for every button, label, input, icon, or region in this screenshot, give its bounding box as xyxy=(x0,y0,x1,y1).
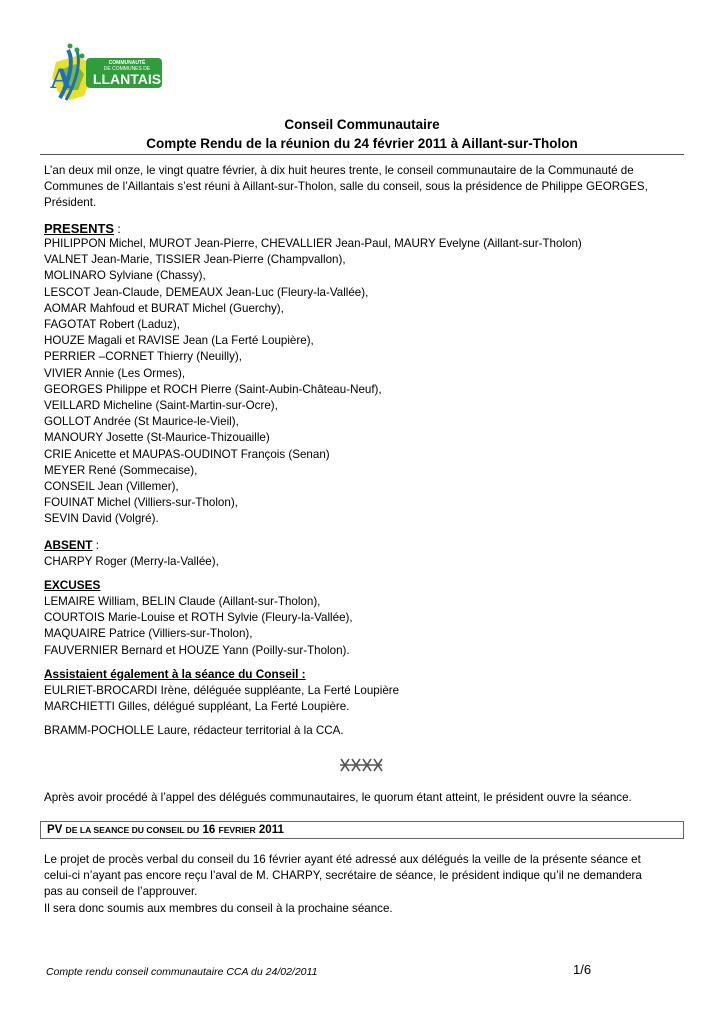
list-item: CRIE Anicette et MAUPAS-OUDINOT François (Senan) xyxy=(44,447,330,461)
list-item: MANOURY Josette (St-Maurice-Thizouaille) xyxy=(44,431,270,445)
absent-heading xyxy=(44,538,99,552)
cca-logo xyxy=(46,40,164,116)
list-item: VEILLARD Micheline (Saint-Martin-sur-Ocre), xyxy=(44,399,278,413)
presents-heading-text: PRESENTS xyxy=(44,221,115,236)
list-item: GEORGES Philippe et ROCH Pierre (Saint-Aubin-Château-Neuf), xyxy=(44,382,382,396)
quorum-paragraph: Après avoir procédé à l’appel des délégués communautaires, le quorum étant atteint, le président ouvre la séance. xyxy=(44,791,632,804)
pv-heading-month: FEVRIER xyxy=(218,825,256,835)
list-item: MAQUAIRE Patrice (Villiers-sur-Tholon), xyxy=(44,627,253,641)
excuses-list xyxy=(44,594,684,659)
absent-heading-text: ABSENT xyxy=(44,538,93,552)
list-item: FAUVERNIER Bernard et HOUZE Yann (Poilly-sur-Tholon). xyxy=(44,643,350,657)
list-item: VIVIER Annie (Les Ormes), xyxy=(44,366,186,380)
absent-heading-suffix: : xyxy=(92,538,100,552)
pv-heading-year: 2011 xyxy=(258,824,284,836)
pv-line: Le projet de procès verbal du conseil du 16 février ayant été adressé aux délégués la veille de la présente séance et xyxy=(44,853,641,866)
assistaient-heading xyxy=(44,667,306,681)
pv-line: celui-ci n’ayant pas encore reçu l’aval de M. CHARPY, secrétaire de séance, le président indique qu’il ne demandera xyxy=(44,869,642,883)
list-item: HOUZE Magali et RAVISE Jean (La Ferté Loupière), xyxy=(44,334,314,348)
document-title: Conseil Communautaire xyxy=(284,117,440,132)
presents-list xyxy=(44,236,684,528)
list-item: MOLINARO Sylviane (Chassy), xyxy=(44,269,206,283)
ornament-divider xyxy=(338,756,384,774)
logo-line3: LLANTAIS xyxy=(92,71,162,87)
ornament-icon xyxy=(338,756,384,774)
list-item: COURTOIS Marie-Louise et ROTH Sylvie (Fleury-la-Vallée), xyxy=(44,611,353,625)
logo-line2: DE COMMUNES DE xyxy=(103,66,151,72)
assistaient-list xyxy=(44,683,684,715)
document-subtitle: Compte Rendu de la réunion du 24 février 2011 à Aillant-sur-Tholon xyxy=(146,136,578,151)
list-item: FAGOTAT Robert (Laduz), xyxy=(44,318,180,332)
footer-caption: Compte rendu conseil communautaire CCA du 24/02/2011 xyxy=(46,966,318,978)
excuses-heading xyxy=(44,578,100,592)
list-item: VALNET Jean-Marie, TISSIER Jean-Pierre (Champvallon), xyxy=(44,253,346,267)
pv-heading-num: 16 xyxy=(202,824,216,836)
presents-heading xyxy=(44,221,121,236)
list-item: GOLLOT Andrée (St Maurice-le-Vieil), xyxy=(44,415,239,429)
logo-line1: COMMUNAUTÉ xyxy=(108,60,146,66)
intro-line: Communes de l’Aillantais s’est réuni à Aillant-sur-Tholon, salle du conseil, sous la présidence de Philippe GEORGES, xyxy=(44,180,648,194)
logo-letter: A xyxy=(50,62,72,95)
intro-paragraph xyxy=(44,163,684,212)
list-item: AOMAR Mahfoud et BURAT Michel (Guerchy), xyxy=(44,301,284,315)
list-item: LEMAIRE William, BELIN Claude (Aillant-sur-Tholon), xyxy=(44,595,321,608)
pv-label: PV xyxy=(47,824,63,836)
list-item: EULRIET-BROCARDI Irène, déléguée suppléante, La Ferté Loupière xyxy=(44,684,400,697)
absent-list xyxy=(44,554,684,570)
pv-line: Il sera donc soumis aux membres du conseil à la prochaine séance. xyxy=(44,901,393,915)
presents-heading-suffix: : xyxy=(114,222,121,236)
intro-line: Président. xyxy=(44,196,97,210)
assistaient-extra: BRAMM-POCHOLLE Laure, rédacteur territorial à la CCA. xyxy=(44,724,344,737)
list-item: SEVIN David (Volgré). xyxy=(44,512,159,526)
excuses-heading-text: EXCUSES xyxy=(44,578,101,592)
assistaient-heading-text: Assistaient également à la séance du Conseil : xyxy=(44,667,306,681)
pv-paragraph xyxy=(44,852,684,917)
list-item: FOUINAT Michel (Villiers-sur-Tholon), xyxy=(44,496,238,510)
list-item: PHILIPPON Michel, MUROT Jean-Pierre, CHEVALLIER Jean-Paul, MAURY Evelyne (Aillant-sur-Tholon) xyxy=(44,237,582,250)
list-item: MARCHIETTI Gilles, délégué suppléant, La Ferté Loupière. xyxy=(44,700,350,714)
intro-line: L’an deux mil onze, le vingt quatre février, à dix huit heures trente, le conseil communautaire de la Communauté de xyxy=(44,164,634,177)
pv-line: pas au conseil de l’approuver. xyxy=(44,885,198,899)
list-item: MEYER René (Sommecaise), xyxy=(44,463,198,477)
page-number: 1/6 xyxy=(573,962,592,977)
pv-heading-mid: DE LA SEANCE DU CONSEIL DU xyxy=(65,825,200,835)
list-item: CHARPY Roger (Merry-la-Vallée), xyxy=(44,555,219,568)
title-divider xyxy=(40,154,684,155)
list-item: PERRIER –CORNET Thierry (Neuilly), xyxy=(44,350,242,364)
pv-section-heading xyxy=(40,821,684,839)
list-item: CONSEIL Jean (Villemer), xyxy=(44,480,179,494)
list-item: LESCOT Jean-Claude, DEMEAUX Jean-Luc (Fleury-la-Vallée), xyxy=(44,285,369,299)
